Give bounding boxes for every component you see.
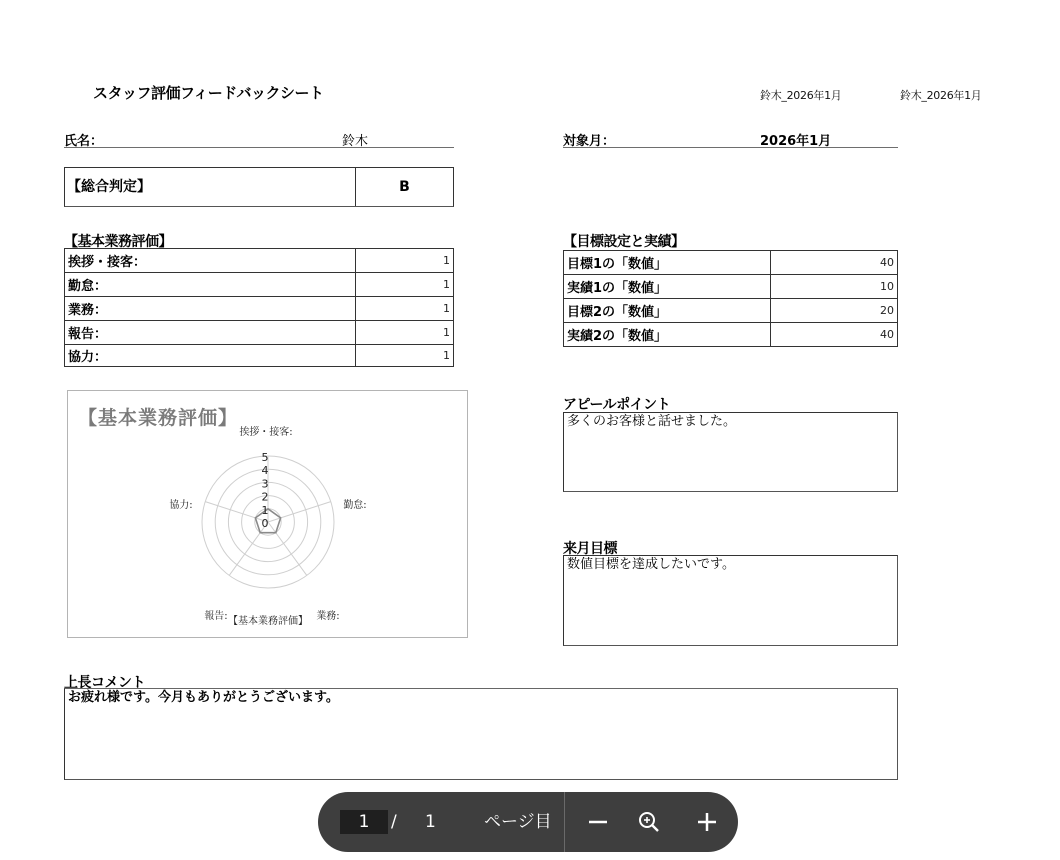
radar-category-label: 業務: <box>316 611 340 622</box>
radar-chart <box>67 390 468 638</box>
boss-comment-text-box: お疲れ様です。今月もありがとうございます。 <box>64 688 898 780</box>
table-row <box>564 275 898 299</box>
page-separator: / <box>391 812 397 832</box>
appeal-title: アピールポイント <box>563 397 671 413</box>
plus-icon <box>696 811 718 833</box>
radar-tick-label: 0 <box>261 517 269 530</box>
table-row <box>564 299 898 323</box>
radar-tick-label: 3 <box>261 477 269 491</box>
target-value: 40 <box>771 323 898 347</box>
zoom-in-icon <box>637 810 661 834</box>
header-tag: 鈴木_2026年1月 <box>900 89 982 102</box>
eval-label: 勤怠： <box>65 273 356 297</box>
header-tag: 鈴木_2026年1月 <box>760 89 842 102</box>
radar-spoke <box>229 522 268 575</box>
radar-chart-plot <box>68 391 469 639</box>
radar-spoke <box>205 502 268 522</box>
target-value: 40 <box>771 251 898 275</box>
radar-category-label: 協力: <box>169 500 193 511</box>
targets-title: 【目標設定と実績】 <box>563 234 685 250</box>
overall-judgment-label: 【総合判定】 <box>65 168 356 206</box>
eval-label: 業務： <box>65 297 356 321</box>
toolbar-divider <box>564 792 565 852</box>
target-label: 実績2の「数値」 <box>564 323 771 347</box>
radar-tick-label: 1 <box>261 503 269 517</box>
target-value: 20 <box>771 299 898 323</box>
radar-tick-labels <box>262 451 269 530</box>
radar-category-label: 挨拶・接客: <box>239 427 293 438</box>
table-row <box>65 297 454 321</box>
pdf-viewer-toolbar <box>318 792 738 852</box>
boss-comment-title: 上長コメント <box>64 675 145 691</box>
name-field <box>64 130 454 148</box>
page-number-input[interactable] <box>340 810 388 834</box>
chart-legend: 【基本業務評価】 <box>228 616 308 627</box>
table-row <box>564 323 898 347</box>
targets-table <box>563 250 898 347</box>
table-row <box>65 249 454 273</box>
document-title: スタッフ評価フィードバックシート <box>93 84 324 102</box>
basic-eval-title: 【基本業務評価】 <box>64 234 172 250</box>
radar-category-label: 報告: <box>204 611 228 622</box>
minus-icon <box>587 811 609 833</box>
eval-label: 挨拶・接客： <box>65 249 356 273</box>
target-month-label: 対象月： <box>563 134 616 149</box>
target-label: 目標1の「数値」 <box>564 251 771 275</box>
zoom-in-button[interactable] <box>691 806 723 838</box>
name-value: 鈴木 <box>342 134 369 149</box>
basic-eval-table <box>64 248 454 367</box>
target-month-field <box>563 130 898 148</box>
eval-value: 1 <box>356 321 454 345</box>
page-suffix-label: ページ目 <box>484 812 552 832</box>
table-row <box>65 321 454 345</box>
eval-value: 1 <box>356 297 454 321</box>
next-goal-text-box: 数値目標を達成したいです。 <box>563 555 898 646</box>
radar-tick-label: 5 <box>261 451 269 464</box>
eval-label: 協力： <box>65 345 356 367</box>
chart-title: 【基本業務評価】 <box>78 407 239 429</box>
target-month-value: 2026年1月 <box>760 134 832 149</box>
target-label: 実績1の「数値」 <box>564 275 771 299</box>
overall-judgment-box <box>64 167 454 207</box>
eval-value: 1 <box>356 273 454 297</box>
radar-tick-label: 4 <box>261 464 269 478</box>
eval-value: 1 <box>356 345 454 367</box>
radar-spoke <box>268 502 331 522</box>
total-pages: 1 <box>425 812 436 832</box>
next-goal-title: 来月目標 <box>563 541 617 557</box>
radar-spoke <box>268 522 307 575</box>
table-row <box>564 251 898 275</box>
table-row <box>65 345 454 367</box>
eval-value: 1 <box>356 249 454 273</box>
radar-category-label: 勤怠: <box>343 500 367 511</box>
zoom-out-button[interactable] <box>582 806 614 838</box>
name-label: 氏名： <box>64 134 104 149</box>
target-label: 目標2の「数値」 <box>564 299 771 323</box>
eval-label: 報告： <box>65 321 356 345</box>
radar-tick-label: 2 <box>261 490 269 504</box>
target-value: 10 <box>771 275 898 299</box>
appeal-text-box: 多くのお客様と話せました。 <box>563 412 898 492</box>
overall-judgment-value: B <box>399 179 410 195</box>
table-row <box>65 273 454 297</box>
zoom-button[interactable] <box>633 806 665 838</box>
